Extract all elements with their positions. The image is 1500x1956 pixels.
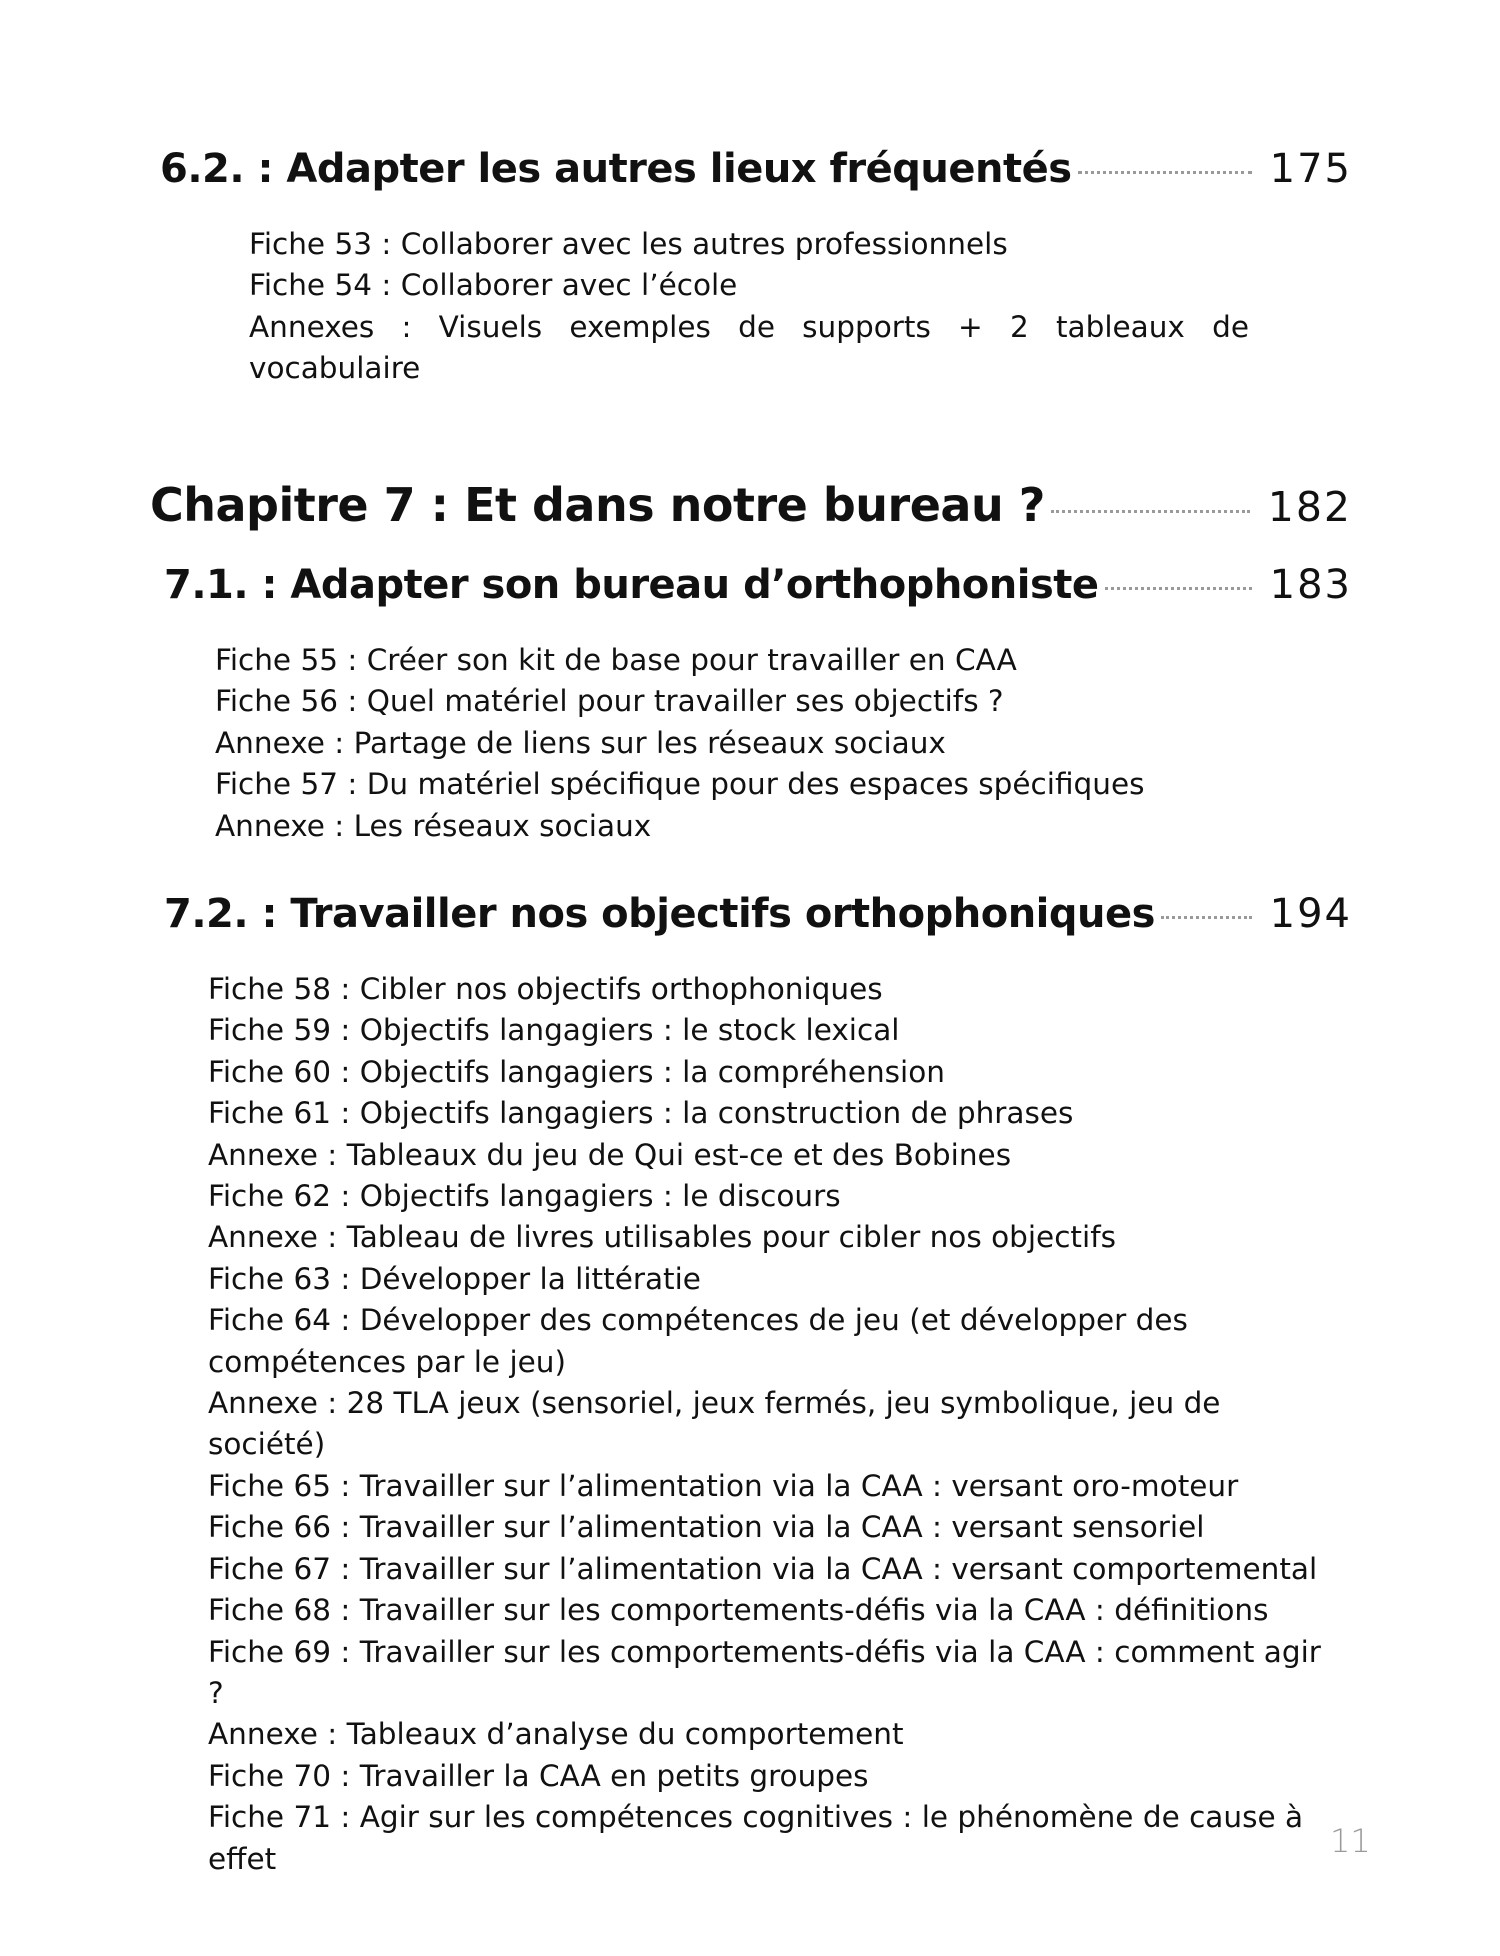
toc-heading-title: 7.1. : Adapter son bureau d’orthophoniste bbox=[164, 562, 1099, 608]
toc-entry[interactable]: Fiche 58 : Cibler nos objectifs orthophoniques bbox=[208, 972, 883, 1006]
dot-leader bbox=[1051, 510, 1250, 513]
toc-entries-6-2 bbox=[249, 224, 1249, 390]
toc-heading-title: 7.2. : Travailler nos objectifs orthophoniques bbox=[164, 891, 1155, 937]
toc-entry[interactable]: Fiche 63 : Développer la littératie bbox=[208, 1261, 701, 1296]
dot-leader bbox=[1078, 171, 1252, 174]
dot-leader bbox=[1161, 916, 1252, 919]
toc-entry[interactable]: Annexe : Tableau de livres utilisables pour cibler nos objectifs bbox=[208, 1220, 1116, 1255]
toc-entry[interactable]: Annexe : Les réseaux sociaux bbox=[215, 808, 652, 843]
page-number: 11 bbox=[1330, 1822, 1371, 1860]
toc-heading-page: 183 bbox=[1269, 562, 1352, 608]
toc-heading-page: 182 bbox=[1267, 483, 1352, 531]
toc-entry[interactable]: Fiche 62 : Objectifs langagiers : le discours bbox=[208, 1179, 841, 1214]
toc-entries-7-2 bbox=[208, 969, 1338, 1880]
toc-entry[interactable]: Annexe : Tableaux du jeu de Qui est-ce et des Bobines bbox=[208, 1137, 1012, 1172]
toc-entry[interactable]: Fiche 54 : Collaborer avec l’école bbox=[249, 268, 738, 303]
toc-heading-title: Chapitre 7 : Et dans notre bureau ? bbox=[150, 478, 1045, 532]
toc-entry[interactable]: Fiche 61 : Objectifs langagiers : la construction de phrases bbox=[208, 1096, 1074, 1131]
toc-heading-7-1[interactable] bbox=[164, 562, 1352, 608]
toc-heading-chapitre-7[interactable] bbox=[150, 478, 1352, 532]
toc-entry[interactable]: Fiche 59 : Objectifs langagiers : le stock lexical bbox=[208, 1013, 900, 1048]
toc-entry[interactable]: Fiche 56 : Quel matériel pour travailler ses objectifs ? bbox=[215, 684, 1004, 719]
toc-entry[interactable]: Fiche 67 : Travailler sur l’alimentation via la CAA : versant comportemental bbox=[208, 1551, 1318, 1586]
toc-entry[interactable]: Annexe : Partage de liens sur les réseaux sociaux bbox=[215, 725, 946, 760]
toc-entry[interactable]: Fiche 53 : Collaborer avec les autres professionnels bbox=[249, 227, 1008, 261]
toc-entry[interactable]: Fiche 71 : Agir sur les compétences cognitives : le phénomène de cause à effet bbox=[208, 1800, 1304, 1876]
toc-heading-page: 194 bbox=[1269, 891, 1352, 937]
toc-heading-6-2[interactable] bbox=[160, 146, 1352, 192]
toc-entry[interactable]: Fiche 70 : Travailler la CAA en petits groupes bbox=[208, 1758, 869, 1793]
toc-entry[interactable]: Annexes : Visuels exemples de supports + 2 tableaux de vocabulaire bbox=[249, 309, 1249, 386]
toc-entry[interactable]: Fiche 68 : Travailler sur les comportements-défis via la CAA : définitions bbox=[208, 1593, 1269, 1628]
toc-entry[interactable]: Fiche 55 : Créer son kit de base pour travailler en CAA bbox=[215, 643, 1017, 677]
toc-entry[interactable]: Fiche 69 : Travailler sur les comportements-défis via la CAA : comment agir ? bbox=[208, 1634, 1321, 1710]
toc-entry[interactable]: Fiche 57 : Du matériel spécifique pour des espaces spécifiques bbox=[215, 767, 1145, 802]
dot-leader bbox=[1105, 587, 1252, 590]
toc-entry[interactable]: Fiche 64 : Développer des compétences de jeu (et développer des compétences par le jeu) bbox=[208, 1303, 1188, 1379]
toc-heading-page: 175 bbox=[1269, 146, 1352, 192]
toc-entry[interactable]: Fiche 66 : Travailler sur l’alimentation via la CAA : versant sensoriel bbox=[208, 1510, 1205, 1545]
toc-entry[interactable]: Annexe : Tableaux d’analyse du comportement bbox=[208, 1717, 904, 1752]
toc-entry[interactable]: Fiche 65 : Travailler sur l’alimentation via la CAA : versant oro-moteur bbox=[208, 1468, 1239, 1503]
toc-entry[interactable]: Annexe : 28 TLA jeux (sensoriel, jeux fermés, jeu symbolique, jeu de société) bbox=[208, 1386, 1221, 1462]
toc-entry[interactable]: Fiche 60 : Objectifs langagiers : la compréhension bbox=[208, 1054, 945, 1089]
toc-entries-7-1 bbox=[215, 640, 1335, 847]
toc-heading-title: 6.2. : Adapter les autres lieux fréquentés bbox=[160, 146, 1072, 192]
toc-heading-7-2[interactable] bbox=[164, 891, 1352, 937]
